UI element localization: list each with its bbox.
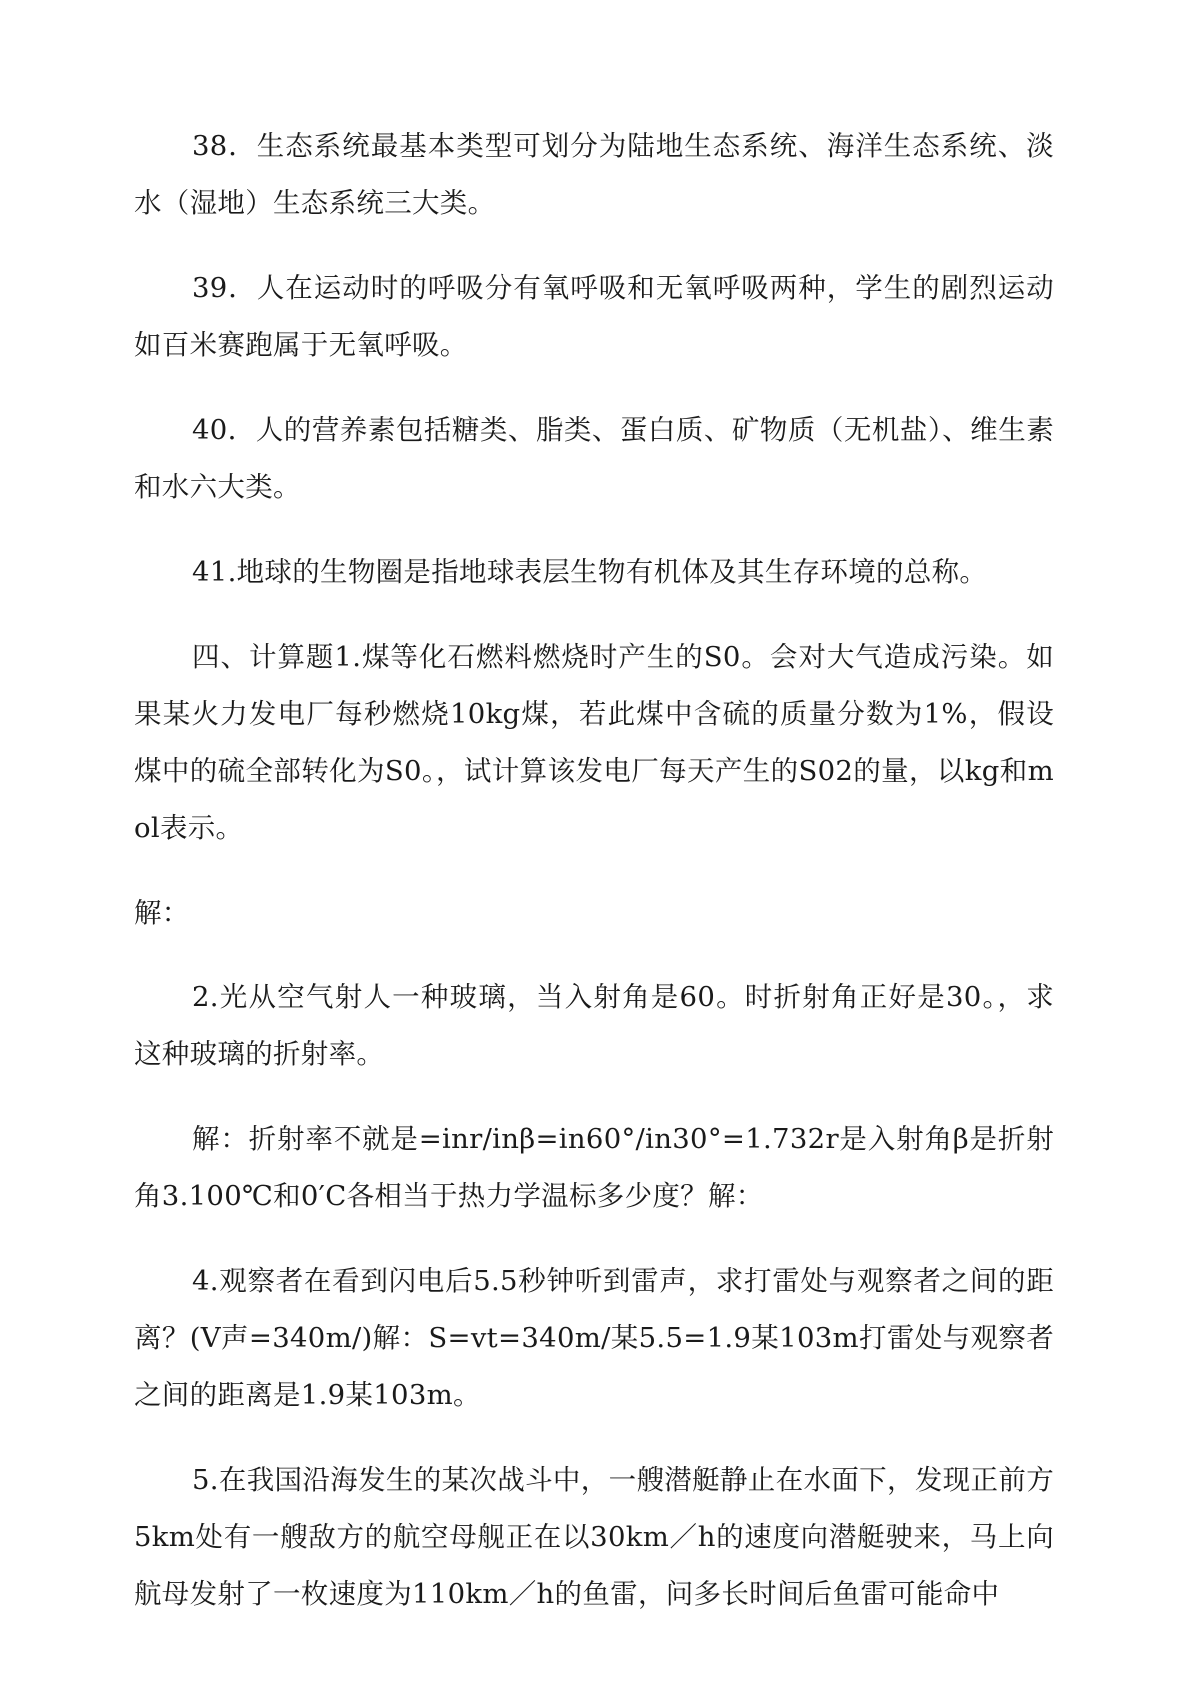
calc-question-4: 4.观察者在看到闪电后5.5秒钟听到雷声，求打雷处与观察者之间的距离？(V声=340m/)解：S=vt=340m/某5.5=1.9某103m打雷处与观察者之间的距离是1.9某103m。 xyxy=(134,1265,1054,1411)
answer-1-label: 解： xyxy=(134,897,190,929)
calc-question-2: 2.光从空气射人一种玻璃，当入射角是60。时折射角正好是30。，求这种玻璃的折射率。 xyxy=(134,981,1054,1070)
calc-question-1: 四、计算题1.煤等化石燃料燃烧时产生的S0。会对大气造成污染。如果某火力发电厂每秒燃烧10kg煤，若此煤中含硫的质量分数为1%，假设煤中的硫全部转化为S0。，试计算该发电厂每天产生的S02的量，以kg和mol表示。 xyxy=(134,641,1054,844)
paragraph-41: 41.地球的生物圈是指地球表层生物有机体及其生存环境的总称。 xyxy=(192,556,988,588)
paragraph-39: 39．人在运动时的呼吸分有氧呼吸和无氧呼吸两种，学生的剧烈运动如百米赛跑属于无氧呼吸。 xyxy=(134,272,1054,361)
answer-2-and-question-3: 解：折射率不就是=inr/inβ=in60°/in30°=1.732r是入射角β是折射角3.100℃和0′C各相当于热力学温标多少度？解： xyxy=(134,1123,1054,1212)
paragraph-40: 40．人的营养素包括糖类、脂类、蛋白质、矿物质（无机盐）、维生素和水六大类。 xyxy=(134,414,1054,503)
calc-question-5: 5.在我国沿海发生的某次战斗中，一艘潜艇静止在水面下，发现正前方5km处有一艘敌方的航空母舰正在以30km／h的速度向潜艇驶来，马上向航母发射了一枚速度为110km／h的鱼雷，问多长时间后鱼雷可能命中 xyxy=(134,1464,1054,1610)
paragraph-38: 38．生态系统最基本类型可划分为陆地生态系统、海洋生态系统、淡水（湿地）生态系统三大类。 xyxy=(134,130,1054,219)
document-body xyxy=(134,118,1054,1651)
